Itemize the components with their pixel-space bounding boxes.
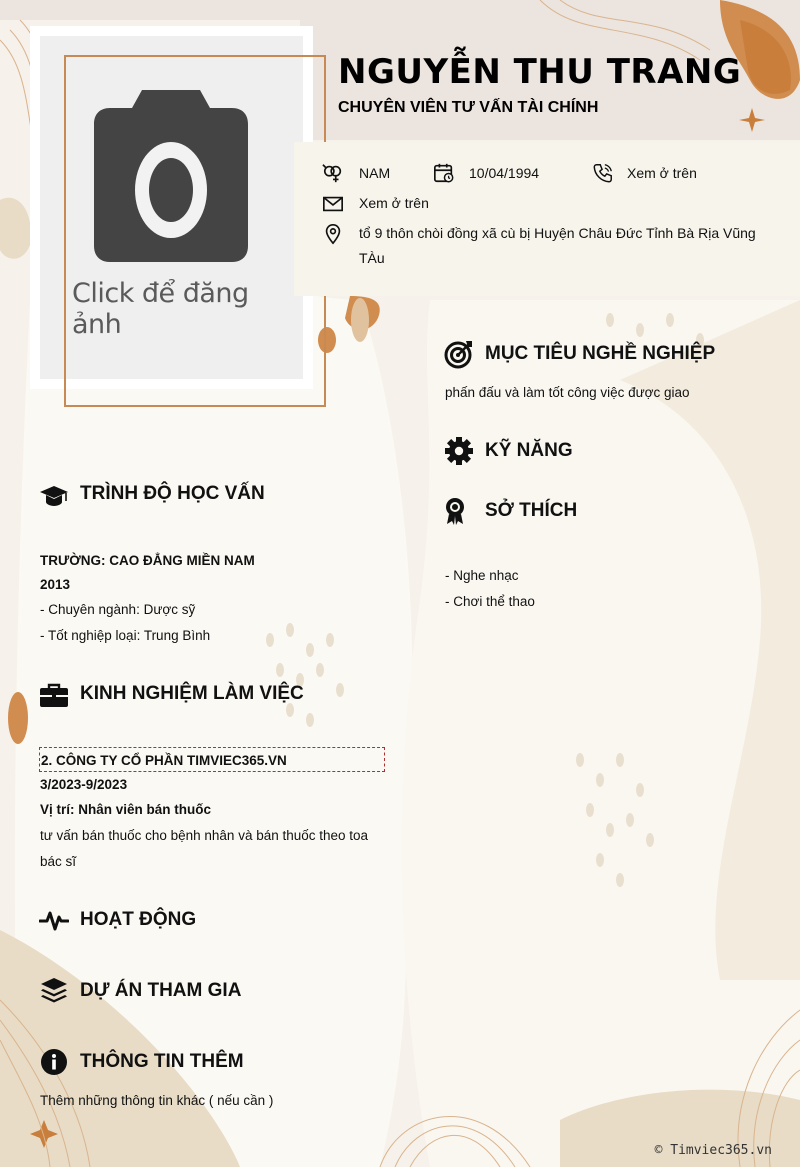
gear-icon — [444, 436, 474, 466]
gender-icon — [322, 162, 344, 184]
birthday-value: 10/04/1994 — [469, 165, 540, 181]
projects-heading: DỰ ÁN THAM GIA — [80, 980, 242, 1001]
education-heading: TRÌNH ĐỘ HỌC VẤN — [80, 483, 265, 504]
upload-photo-label[interactable]: Click để đăng ảnh — [72, 278, 249, 340]
gender-value: NAM — [359, 165, 391, 181]
phone-value: Xem ở trên — [627, 165, 697, 181]
candidate-name: NGUYỄN THU TRANG — [338, 52, 742, 92]
address-line-1: tổ 9 thôn chòi đồng xã cù bị Huyện Châu Đức Tỉnh Bà Rịa Vũng — [359, 225, 756, 241]
education-year: 2013 — [40, 577, 71, 592]
email-icon — [322, 193, 344, 215]
target-icon — [444, 339, 474, 369]
hobbies-heading: SỞ THÍCH — [485, 500, 578, 521]
experience-company[interactable]: 2. CÔNG TY CỔ PHẦN TIMVIEC365.VN — [41, 753, 287, 768]
award-ribbon-icon — [444, 496, 474, 526]
graduation-cap-icon — [39, 481, 69, 511]
experience-position: Vị trí: Nhân viên bán thuốc — [40, 802, 212, 817]
hobby-item: - Nghe nhạc — [445, 568, 519, 583]
objective-heading: MỤC TIÊU NGHỀ NGHIỆP — [485, 343, 716, 364]
address-line-2: TÀu — [359, 250, 385, 266]
education-school: TRƯỜNG: CAO ĐẲNG MIỀN NAM — [40, 553, 255, 568]
email-value: Xem ở trên — [359, 195, 429, 211]
experience-description-line1: tư vấn bán thuốc cho bệnh nhân và bán thuốc theo toa — [40, 828, 369, 843]
more-info-text[interactable]: Thêm những thông tin khác ( nếu cần ) — [40, 1093, 274, 1108]
footer-credit: © Timviec365.vn — [654, 1143, 772, 1158]
experience-period: 3/2023-9/2023 — [40, 777, 128, 792]
phone-icon — [592, 162, 614, 184]
education-grade: - Tốt nghiệp loại: Trung Bình — [40, 628, 211, 643]
activity-pulse-icon — [39, 905, 69, 935]
more-info-heading: THÔNG TIN THÊM — [80, 1051, 244, 1072]
location-pin-icon — [322, 223, 344, 245]
education-major: - Chuyên ngành: Dược sỹ — [40, 602, 196, 617]
briefcase-icon — [39, 681, 69, 711]
activities-heading: HOẠT ĐỘNG — [80, 909, 197, 930]
hobby-item: - Chơi thể thao — [445, 594, 535, 609]
photo-accent-border — [64, 55, 326, 407]
experience-description-line2: bác sĩ — [40, 854, 77, 869]
skills-heading: KỸ NĂNG — [485, 440, 573, 461]
objective-text: phấn đấu và làm tốt công việc được giao — [445, 385, 690, 400]
layers-icon — [39, 975, 69, 1005]
experience-heading: KINH NGHIỆM LÀM VIỆC — [80, 683, 304, 704]
info-icon — [39, 1047, 69, 1077]
calendar-icon — [433, 162, 455, 184]
job-title: CHUYÊN VIÊN TƯ VẤN TÀI CHÍNH — [338, 99, 599, 116]
